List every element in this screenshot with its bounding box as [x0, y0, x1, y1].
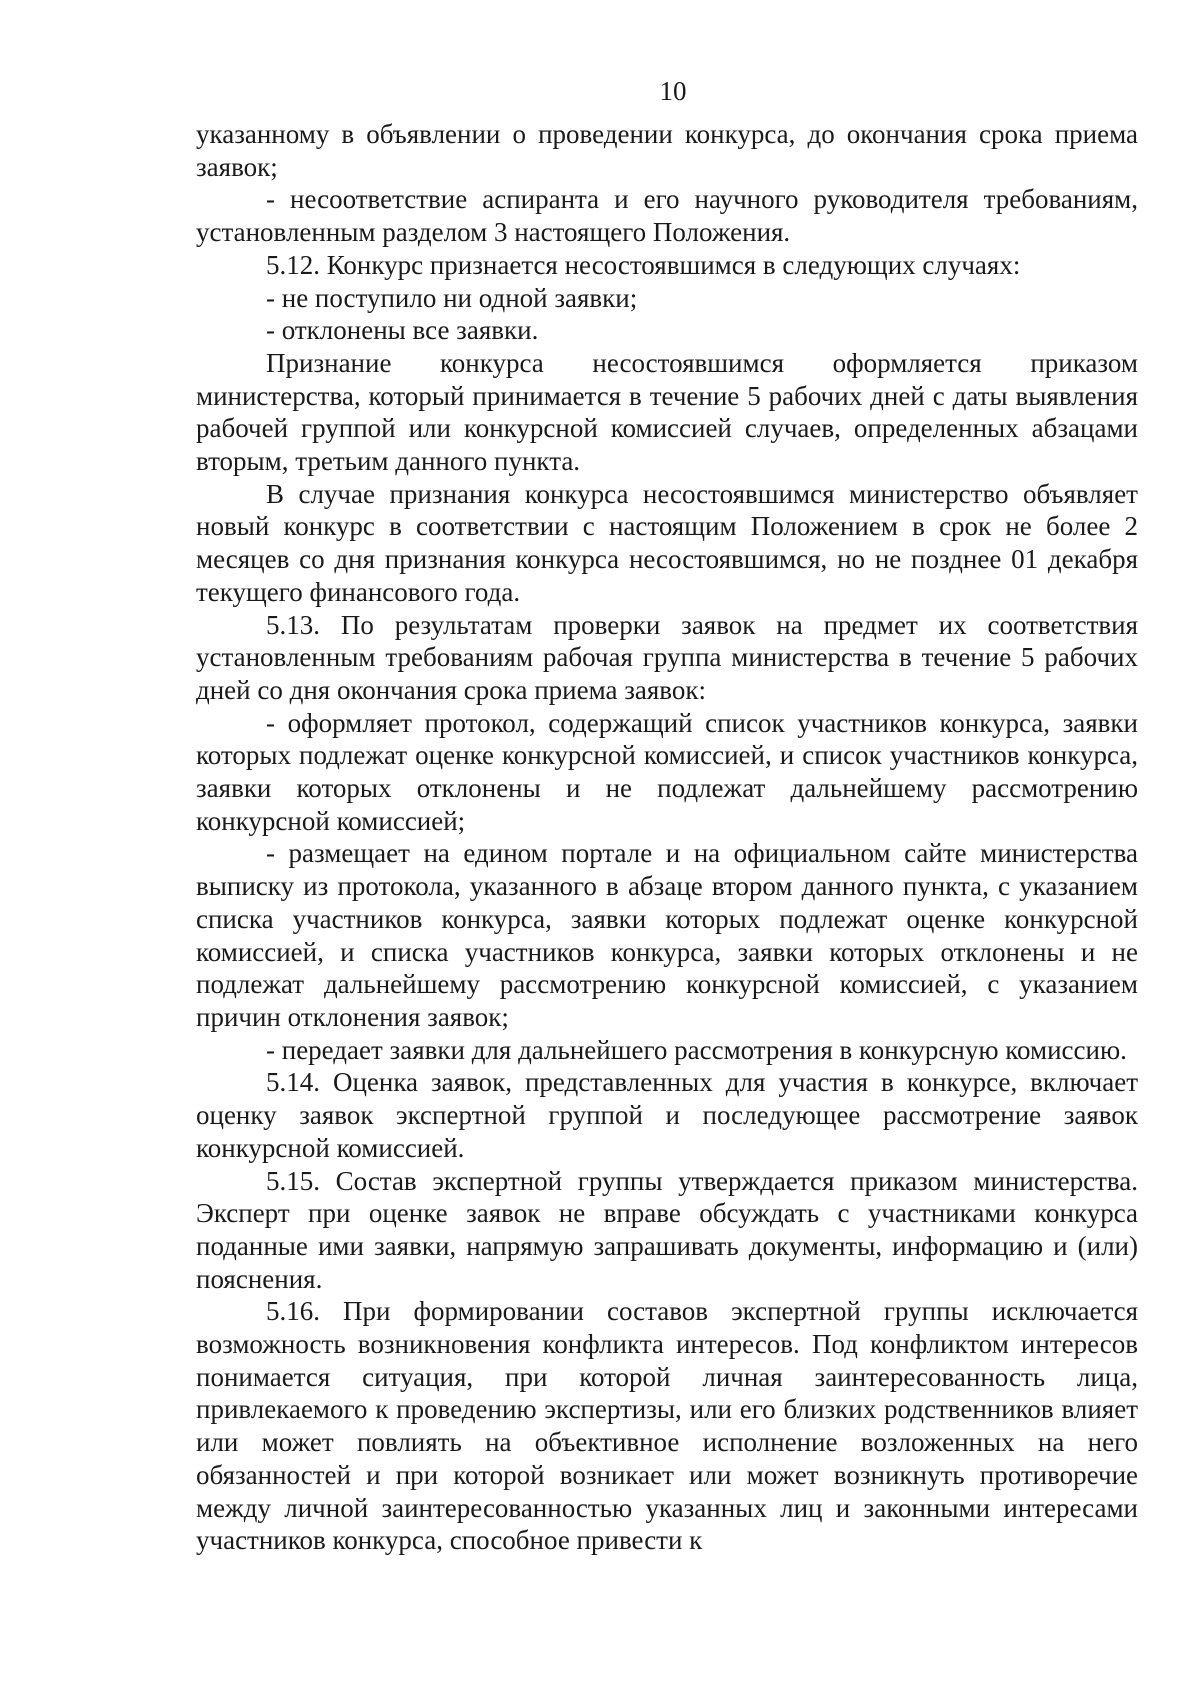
- paragraph-transfer: - передает заявки для дальнейшего рассмотрения в конкурсную комиссию.: [266, 1034, 1127, 1065]
- paragraph-5-13: 5.13. По результатам проверки заявок на предмет их соответствия установленным требованиям рабочая группа министерства в течение 5 рабочих дней со дня окончания срока приема заявок:: [196, 609, 1138, 705]
- paragraph-continuation: указанному в объявлении о проведении конкурса, до окончания срока приема заявок;: [196, 119, 1138, 182]
- paragraph-5-16: 5.16. При формировании составов экспертной группы исключается возможность возникновения конфликта интересов. Под конфликтом интересов понимается ситуация, при которой личная заинтересованность лица, привлекаемого к проведению экспертизы, или его близких родственников влияет или может повлиять на объективное исполнение возложенных на него обязанностей и при которой возникает или может возникнуть противоречие между личной заинтересованностью указанных лиц и законными интересами участников конкурса, способное привести к: [196, 1296, 1138, 1556]
- paragraph-no-applications: - не поступило ни одной заявки;: [266, 282, 638, 313]
- paragraph-protocol: - оформляет протокол, содержащий список участников конкурса, заявки которых подлежат оценке конкурсной комиссией, и список участников конкурса, заявки которых отклонены и не подлежат дальнейшему рассмотрению конкурсной комиссией;: [196, 707, 1138, 836]
- paragraph-5-15: 5.15. Состав экспертной группы утверждается приказом министерства. Эксперт при оценке заявок не вправе обсуждать с участниками конкурса поданные ими заявки, напрямую запрашивать документы, информацию и (или) пояснения.: [196, 1165, 1138, 1294]
- paragraph-new-contest: В случае признания конкурса несостоявшимся министерство объявляет новый конкурс в соответствии с настоящим Положением в срок не более 2 месяцев со дня признания конкурса несостоявшимся, но не позднее 01 декабря текущего финансового года.: [196, 478, 1138, 607]
- page-number: 10: [659, 76, 687, 106]
- document-body: [196, 118, 1138, 1557]
- paragraph-5-12: 5.12. Конкурс признается несостоявшимся в следующих случаях:: [266, 249, 1021, 280]
- paragraph-requirements-mismatch: - несоответствие аспиранта и его научного руководителя требованиям, установленным разделом 3 настоящего Положения.: [196, 184, 1138, 248]
- paragraph-all-rejected: - отклонены все заявки.: [266, 315, 539, 346]
- paragraph-recognition-order: Признание конкурса несостоявшимся оформляется приказом министерства, который принимается в течение 5 рабочих дней с даты выявления рабочей группой или конкурсной комиссией случаев, определенных абзацами вторым, третьим данного пункта.: [196, 347, 1138, 477]
- paragraph-5-14: 5.14. Оценка заявок, представленных для участия в конкурсе, включает оценку заявок экспертной группой и последующее рассмотрение заявок конкурсной комиссией.: [196, 1067, 1138, 1163]
- paragraph-publication: - размещает на едином портале и на официальном сайте министерства выписку из протокола, указанного в абзаце втором данного пункта, с указанием списка участников конкурса, заявки которых подлежат оценке конкурсной комиссией, и списка участников конкурса, заявки которых отклонены и не подлежат дальнейшему рассмотрению конкурсной комиссией, с указанием причин отклонения заявок;: [196, 838, 1138, 1032]
